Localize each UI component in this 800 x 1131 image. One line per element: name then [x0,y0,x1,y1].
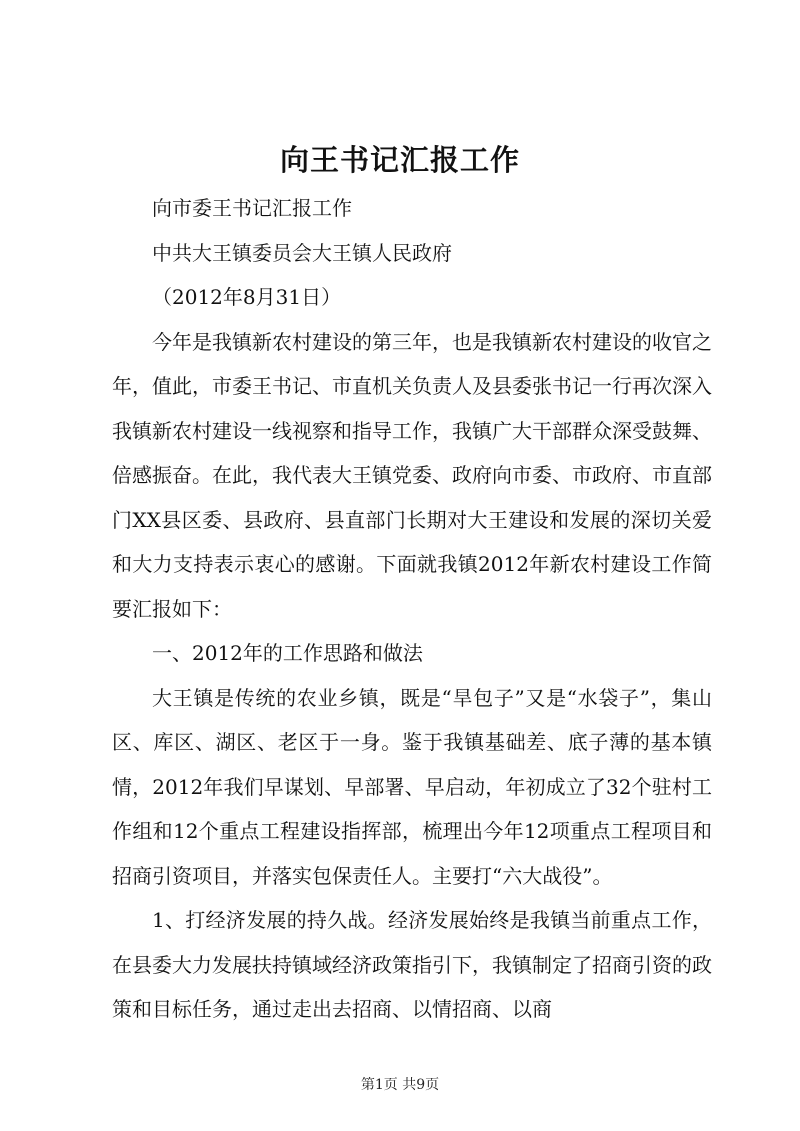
document-title: 向王书记汇报工作 [279,143,520,177]
document-body [112,186,712,1032]
item-1-paragraph: 1、打经济发展的持久战。经济发展始终是我镇当前重点工作，在县委大力发展扶持镇域经济政策指引下，我镇制定了招商引资的政策和目标任务，通过走出去招商、以情招商、以商 [112,908,712,1021]
report-date: （2012年8月31日） [152,285,342,309]
intro-paragraph: 今年是我镇新农村建设的第三年，也是我镇新农村建设的收官之年，值此，市委王书记、市直机关负责人及县委张书记一行再次深入我镇新农村建设一线视察和指导工作，我镇广大干部群众深受鼓舞、倍感振奋。在此，我代表大王镇党委、政府向市委、市政府、市直部门XX县区委、县政府、县直部门长期对大王建设和发展的深切关爱和大力支持表示衷心的感谢。下面就我镇2012年新农村建设工作简要汇报如下： [112,329,712,621]
section-heading-1: 一、2012年的工作思路和做法 [152,641,423,665]
section-1-paragraph: 大王镇是传统的农业乡镇，既是“旱包子”又是“水袋子”，集山区、库区、湖区、老区于一身。鉴于我镇基础差、底子薄的基本镇情，2012年我们早谋划、早部署、早启动，年初成立了32个驻村工作组和12个重点工程建设指挥部，梳理出今年12项重点工程项目和招商引资项目，并落实包保责任人。主要打“六大战役”。 [112,685,712,888]
report-subtitle: 向市委王书记汇报工作 [152,196,352,220]
page-footer: 第1页 共9页 [360,1077,440,1093]
issuing-organization: 中共大王镇委员会大王镇人民政府 [152,240,452,265]
